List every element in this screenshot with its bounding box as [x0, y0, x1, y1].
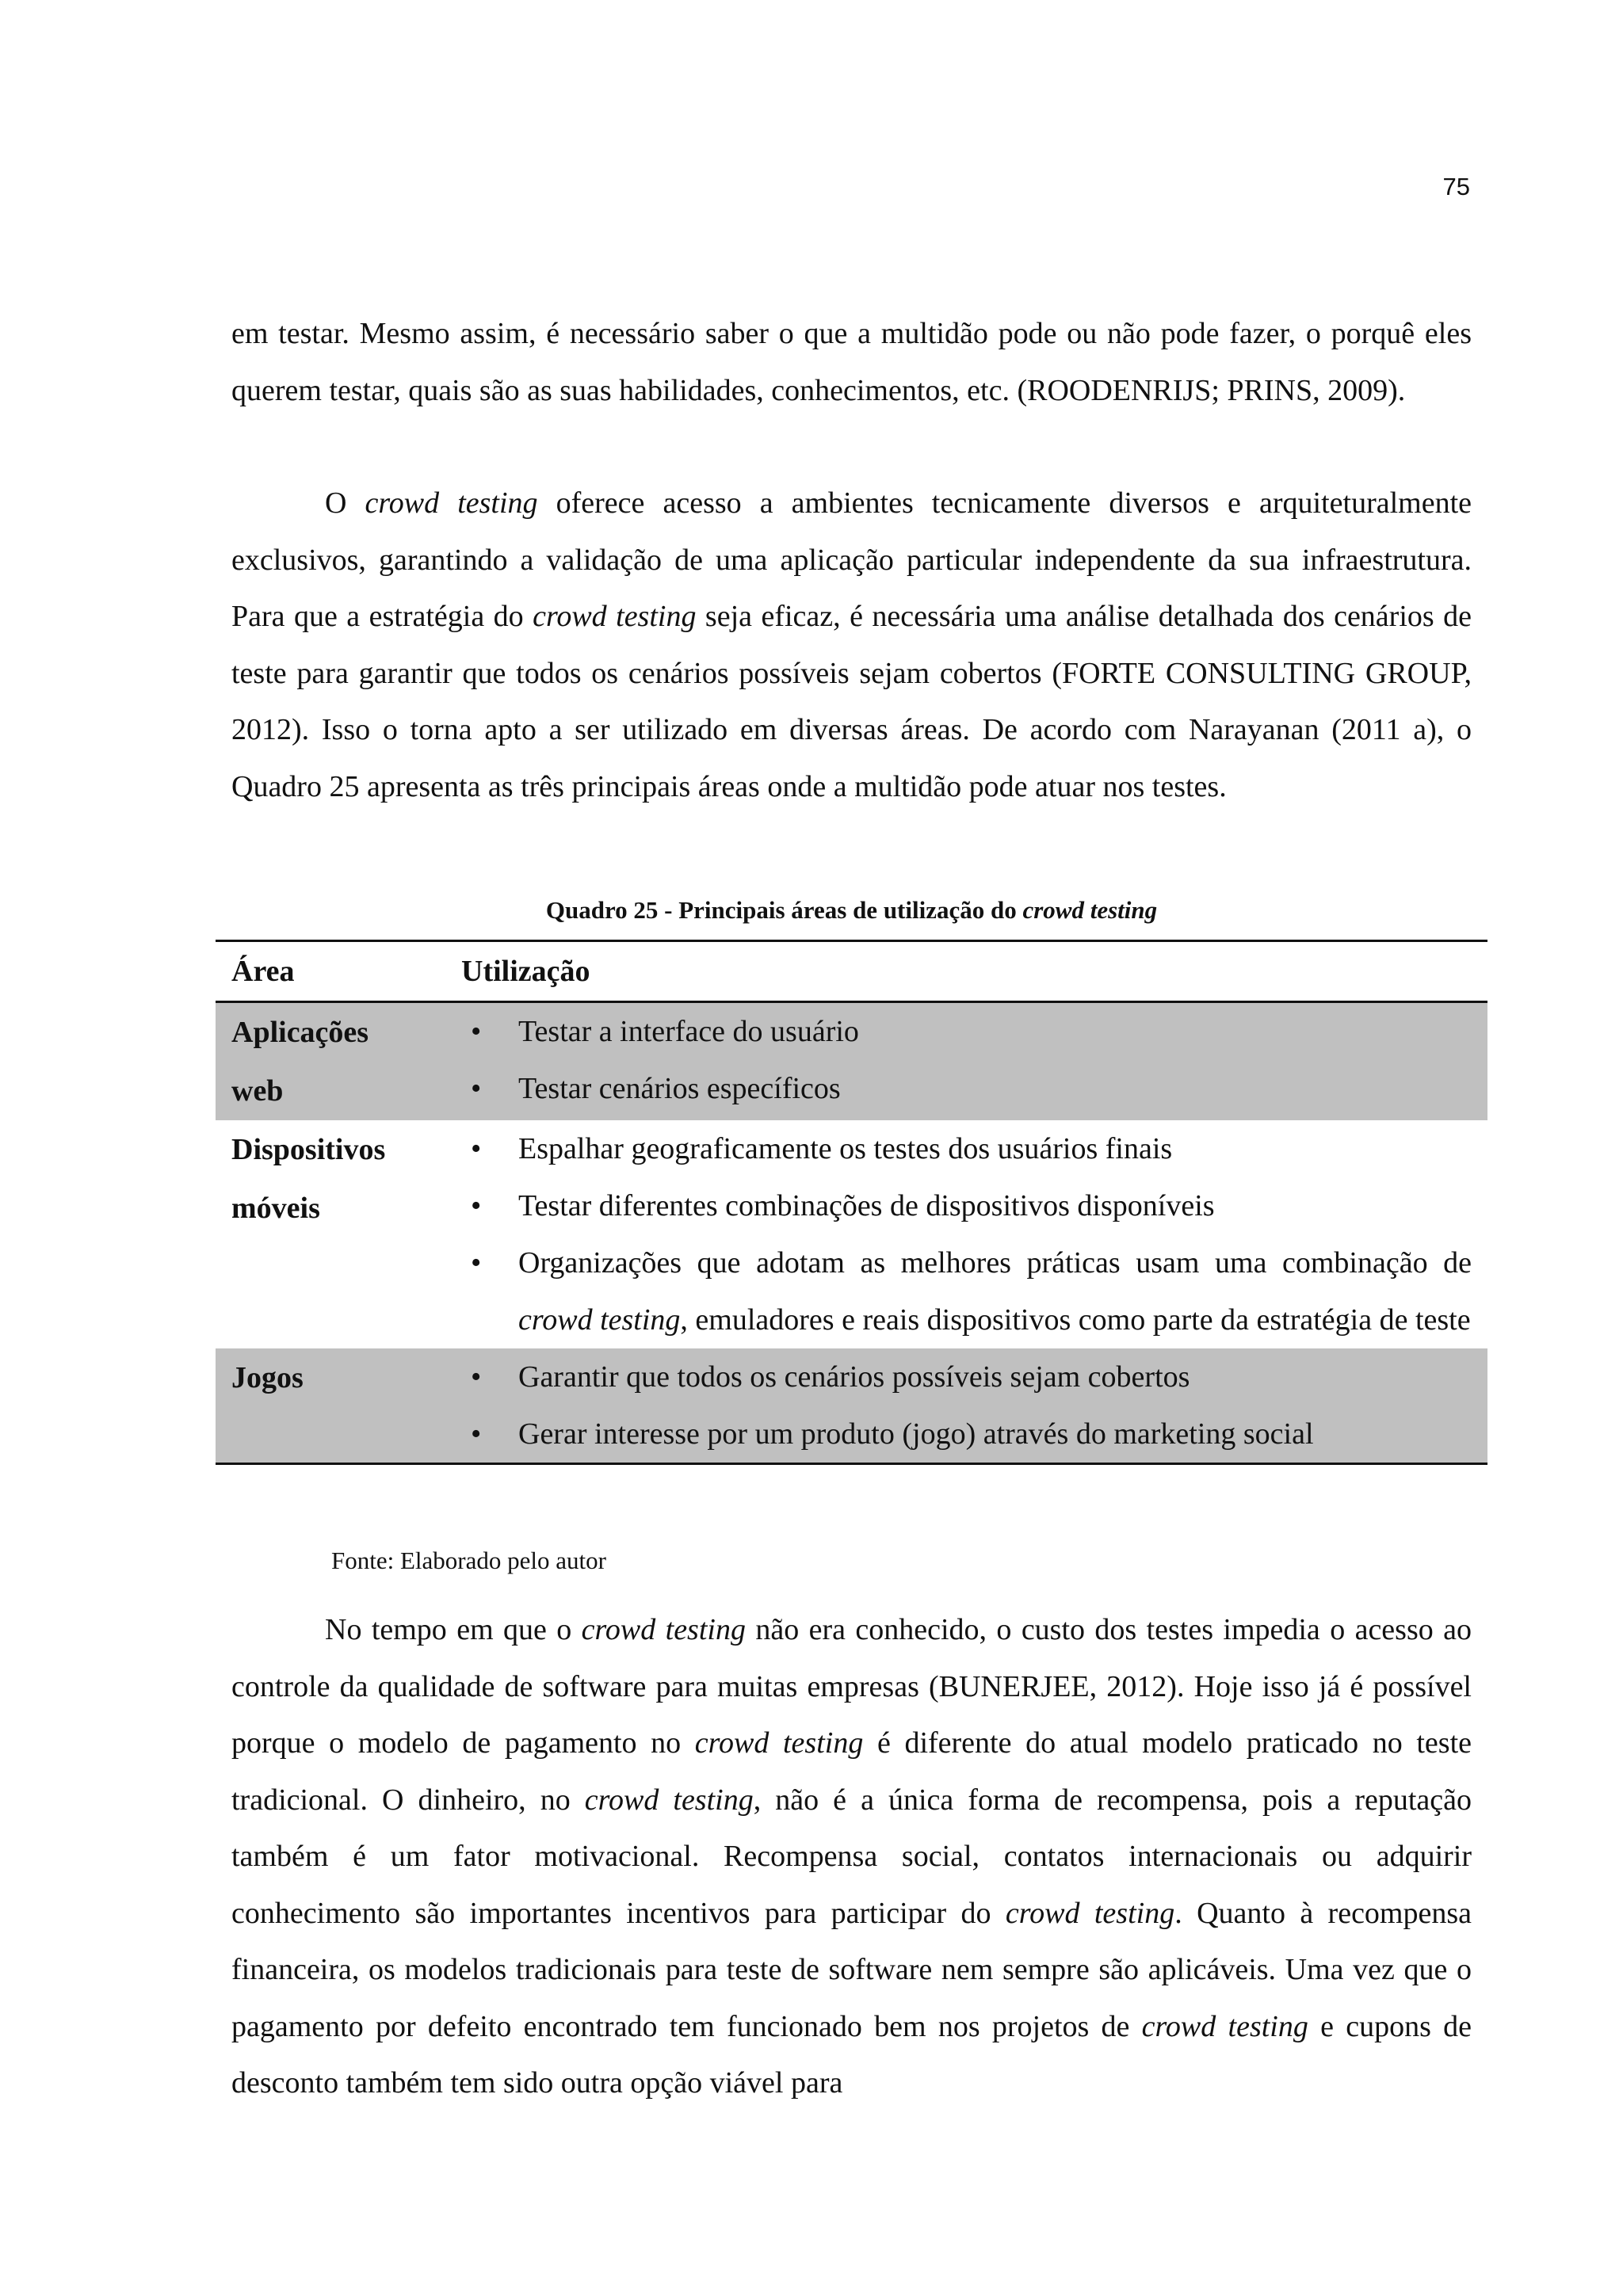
table-row	[216, 1120, 1487, 1348]
area-label: móveis	[231, 1192, 320, 1225]
paragraph-3	[231, 1602, 1472, 2112]
list-item: • Espalhar geograficamente os testes dos usuários finais	[471, 1120, 1472, 1177]
text-run: Organizações que adotam as melhores práticas usam uma combinação de	[518, 1246, 1472, 1280]
paragraph-1: em testar. Mesmo assim, é necessário saber o que a multidão pode ou não pode fazer, o porquê eles querem testar, quais são as suas habilidades, conhecimentos, etc. (ROODENRIJS; PRINS, 2009).	[231, 317, 1472, 407]
area-label: Dispositivos	[231, 1133, 386, 1166]
area-cell	[216, 1348, 445, 1464]
area-label: Jogos	[231, 1361, 304, 1394]
header-utilizacao: Utilização	[445, 941, 1487, 1002]
text-run: . Quanto à recompensa financeira, os modelos tradicionais para teste de software nem sempre são aplicáveis. Uma vez que o pagamento por defeito encontrado tem funcionado bem nos projetos de	[231, 1896, 1472, 2043]
paragraph-2	[231, 475, 1472, 815]
italic-term: crowd testing	[581, 1613, 746, 1646]
usage-cell	[445, 1348, 1487, 1464]
list-item: • Testar a interface do usuário	[471, 1003, 1472, 1060]
list-item: • Garantir que todos os cenários possíveis sejam cobertos	[471, 1348, 1472, 1405]
page-number: 75	[1442, 173, 1470, 200]
text-run: , não é a única forma de recompensa, pois a reputação também é um fator motivacional. Recompensa social, contatos internacionais ou adquirir conhecimento são importantes incentivos para participar do	[231, 1783, 1472, 1930]
italic-term: crowd testing	[1141, 2009, 1308, 2043]
header-area: Área	[216, 941, 445, 1002]
text-run: , emuladores e reais dispositivos como parte da estratégia de teste	[680, 1303, 1471, 1337]
area-cell	[216, 1120, 445, 1348]
list-item: • Gerar interesse por um produto (jogo) através do marketing social	[471, 1405, 1472, 1463]
usage-list	[445, 1348, 1487, 1463]
usage-cell	[445, 1120, 1487, 1348]
table-row	[216, 1002, 1487, 1121]
table-source: Fonte: Elaborado pelo autor	[331, 1547, 606, 1574]
list-item: • Testar cenários específicos	[471, 1060, 1472, 1117]
areas-table	[216, 940, 1487, 1465]
italic-term: crowd testing	[584, 1783, 754, 1817]
area-cell	[216, 1002, 445, 1121]
usage-list	[445, 1120, 1487, 1348]
text-run: não era conhecido, o custo dos testes impedia o acesso ao controle da qualidade de software para muitas empresas (BUNERJEE, 2012). Hoje isso já é possível porque o modelo de pagamento no	[231, 1613, 1472, 1760]
usage-list	[445, 1003, 1487, 1117]
text-run: No tempo em que o	[325, 1613, 582, 1646]
caption-text: Quadro 25 - Principais áreas de utilização do	[545, 896, 1023, 924]
text-run: O	[325, 486, 365, 520]
area-label: web	[231, 1074, 284, 1108]
text-run: e cupons de desconto também tem sido outra opção viável para	[231, 2009, 1472, 2100]
text-run: seja eficaz, é necessária uma análise detalhada dos cenários de teste para garantir que todos os cenários possíveis sejam cobertos (FORTE CONSULTING GROUP, 2012). Isso o torna apto a ser utilizado em diversas áreas. De acordo com Narayanan (2011 a), o Quadro 25 apresenta as três principais áreas onde a multidão pode atuar nos testes.	[231, 600, 1472, 803]
italic-term: crowd testing	[533, 600, 697, 633]
table-header-row	[216, 941, 1487, 1002]
area-label: Aplicações	[231, 1016, 369, 1049]
italic-term: crowd testing	[365, 486, 538, 520]
list-item	[471, 1234, 1472, 1348]
caption-italic-term: crowd testing	[1022, 896, 1158, 924]
text-run: é diferente do atual modelo praticado no teste tradicional. O dinheiro, no	[231, 1726, 1472, 1817]
usage-cell	[445, 1002, 1487, 1121]
table-row	[216, 1348, 1487, 1464]
text-run: oferece acesso a ambientes tecnicamente diversos e arquiteturalmente exclusivos, garantindo a validação de uma aplicação particular independente da sua infraestrutura. Para que a estratégia do	[231, 486, 1472, 633]
italic-term: crowd testing	[694, 1726, 864, 1760]
italic-term: crowd testing	[518, 1303, 681, 1337]
list-item: • Testar diferentes combinações de dispositivos disponíveis	[471, 1177, 1472, 1234]
italic-term: crowd testing	[1005, 1896, 1175, 1930]
table-caption	[231, 896, 1472, 925]
